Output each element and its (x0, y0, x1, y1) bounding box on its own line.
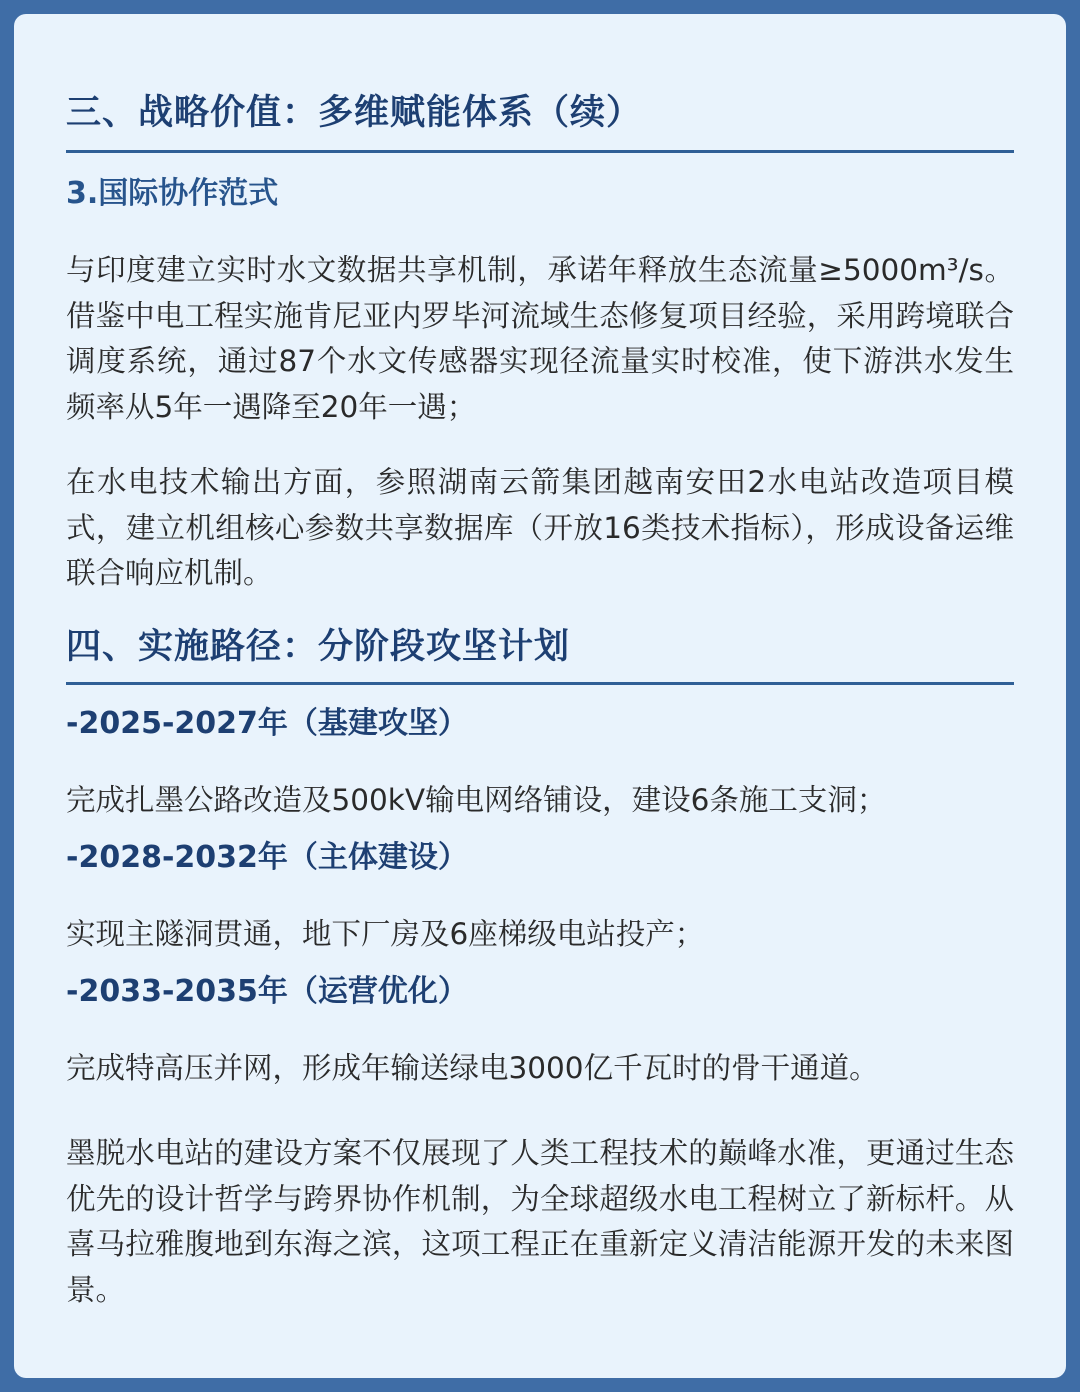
phase-3-text: 完成特高压并网，形成年输送绿电3000亿千瓦时的骨干通道。 (66, 1051, 879, 1085)
section-3-heading: 三、战略价值：多维赋能体系（续） (66, 93, 643, 133)
paragraph-hydrology: 与印度建立实时水文数据共享机制，承诺年释放生态流量≥5000m³/s。借鉴中电工程实施肯尼亚内罗毕河流域生态修复项目经验，采用跨境联合调度系统，通过87个水文传感器实现径流量实时校准，使下游洪水发生频率从5年一遇降至20年一遇； (66, 253, 1014, 424)
phase-2-text: 实现主隧洞贯通，地下厂房及6座梯级电站投产； (66, 917, 705, 951)
content-card (14, 14, 1066, 1378)
conclusion-paragraph: 墨脱水电站的建设方案不仅展现了人类工程技术的巅峰水准，更通过生态优先的设计哲学与跨界协作机制，为全球超级水电工程树立了新标杆。从喜马拉雅腹地到东海之滨，这项工程正在重新定义清洁能源开发的未来图景。 (66, 1136, 1014, 1307)
paragraph-tech-export: 在水电技术输出方面，参照湖南云箭集团越南安田2水电站改造项目模式，建立机组核心参数共享数据库（开放16类技术指标），形成设备运维联合响应机制。 (66, 465, 1014, 590)
section-4-heading: 四、实施路径：分阶段攻坚计划 (66, 627, 571, 667)
phase-2-title: -2028-2032年（主体建设） (66, 840, 468, 875)
phase-1-text: 完成扎墨公路改造及500kV输电网络铺设，建设6条施工支洞； (66, 783, 887, 817)
section-4-divider (66, 682, 1014, 685)
phase-1-title: -2025-2027年（基建攻坚） (66, 706, 468, 741)
phase-3-title: -2033-2035年（运营优化） (66, 974, 468, 1009)
section-3-subheading: 3.国际协作范式 (66, 176, 279, 211)
section-3-divider (66, 150, 1014, 153)
